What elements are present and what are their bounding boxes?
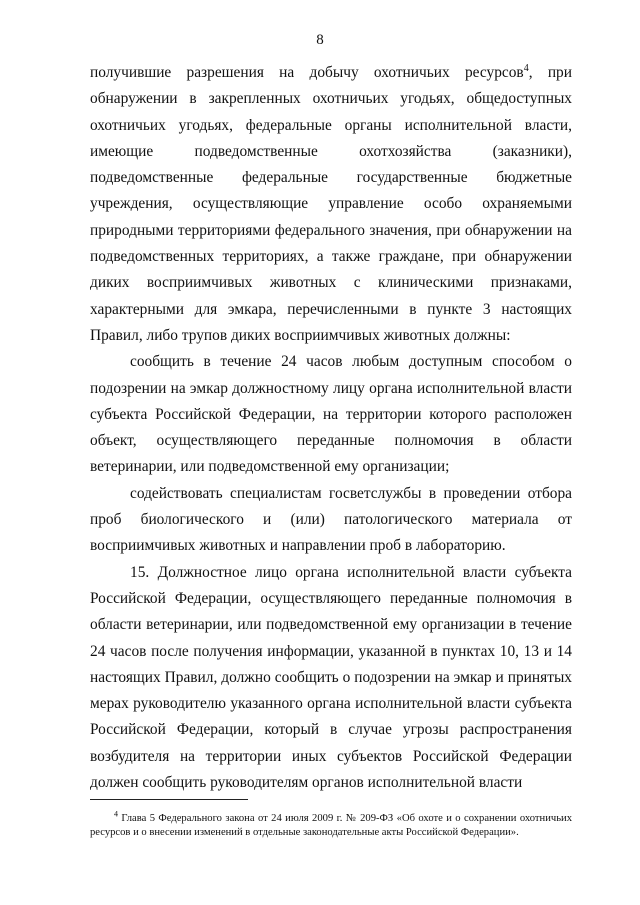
paragraph-continuation	[90, 60, 572, 349]
footnote-divider	[90, 799, 248, 800]
footnote-reference: 4	[523, 62, 529, 74]
paragraph-report-duty: сообщить в течение 24 часов любым доступным способом о подозрении на эмкар должностному лицу органа исполнительной власти субъекта Российской Федерации, на территории которого расположен объект, осуществляющего переданные полномочия в области ветеринарии, или подведомственной ему организации;	[90, 353, 572, 476]
footnote-mark: 4	[114, 809, 118, 819]
page-number: 8	[316, 32, 324, 48]
paragraph-text: , при обнаружении в закрепленных охотничьих угодьях, общедоступных охотничьих угодьях, федеральные органы исполнительной власти, имеющие подведомственные охотхозяйства (заказники), подведомственные федеральные государственные бюджетные учреждения, осуществляющие управление особо охраняемыми природными территориями федерального значения, при обнаружении на подведомственных территориях, а также граждане, при обнаружении диких восприимчивых животных с клиническими признаками, характерными для эмкара, перечисленными в пункте 3 настоящих Правил, либо трупов диких восприимчивых животных должны:	[90, 64, 572, 344]
paragraph-text: получившие разрешения на добычу охотничьих ресурсов	[90, 64, 524, 81]
paragraph-clause-15: 15. Должностное лицо органа исполнительной власти субъекта Российской Федерации, осуществляющего переданные полномочия в области ветеринарии, или подведомственной ему организации в течение 24 часов после получения информации, указанной в пунктах 10, 13 и 14 настоящих Правил, должно сообщить о подозрении на эмкар и принятых мерах руководителю указанного органа исполнительной власти субъекта Российской Федерации, который в случае угрозы распространения возбудителя на территории иных субъектов Российской Федерации должен сообщить руководителям органов исполнительной власти	[90, 563, 572, 792]
footnote-text: Глава 5 Федерального закона от 24 июля 2009 г. № 209-ФЗ «Об охоте и о сохранении охотничьих ресурсов и о внесении изменений в отдельные законодательные акты Российской Федерации».	[90, 813, 572, 838]
paragraph-assist-duty: содействовать специалистам госветслужбы в проведении отбора проб биологического и (или) патологического материала от восприимчивых животных и направлении проб в лабораторию.	[90, 484, 572, 555]
footnote	[90, 809, 572, 839]
document-body	[90, 60, 572, 796]
